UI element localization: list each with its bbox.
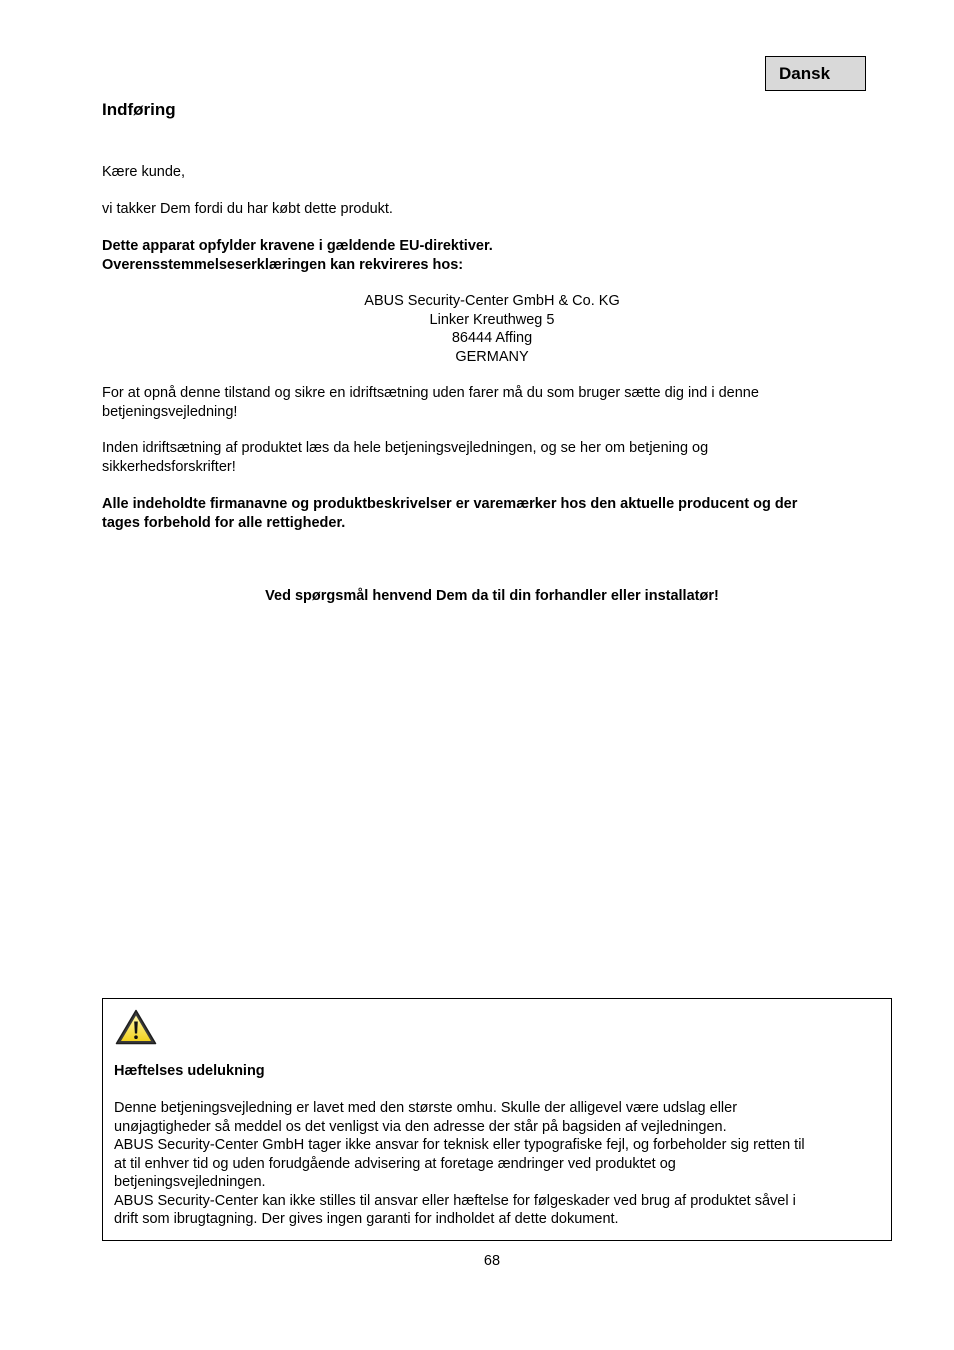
disclaimer-line: betjeningsvejledningen. bbox=[114, 1174, 266, 1190]
paragraph-line: tages forbehold for alle rettigheder. bbox=[102, 514, 346, 531]
disclaimer-line: ABUS Security-Center GmbH tager ikke ansvar for teknisk eller typografiske fejl, og forbeholder sig retten til bbox=[114, 1137, 805, 1153]
safety-paragraph bbox=[102, 439, 892, 476]
compliance-text bbox=[102, 237, 892, 274]
address-company: ABUS Security-Center GmbH & Co. KG bbox=[364, 293, 620, 309]
address-country: GERMANY bbox=[455, 348, 529, 365]
compliance-line: Dette apparat opfylder kravene i gældende EU-direktiver. bbox=[102, 238, 493, 254]
disclaimer-title: Hæftelses udelukning bbox=[114, 1063, 265, 1079]
address-city: 86444 Affing bbox=[451, 330, 533, 346]
disclaimer-line: unøjagtigheder så meddel os det venligst via den adresse der står på bagsiden af vejledningen. bbox=[114, 1118, 727, 1135]
salutation: Kære kunde, bbox=[102, 164, 186, 180]
paragraph-line: betjeningsvejledning! bbox=[102, 403, 238, 420]
thanks-text: vi takker Dem fordi du har købt dette produkt. bbox=[102, 201, 393, 217]
compliance-line: Overensstemmelseserklæringen kan rekvireres hos: bbox=[102, 256, 464, 273]
disclaimer-box bbox=[102, 998, 892, 1241]
disclaimer-line: drift som ibrugtagning. Der gives ingen garanti for indholdet af dette dokument. bbox=[114, 1211, 619, 1227]
section-title: Indføring bbox=[102, 100, 176, 119]
address-street: Linker Kreuthweg 5 bbox=[429, 311, 555, 328]
disclaimer-body bbox=[114, 1099, 884, 1229]
page-number: 68 bbox=[483, 1253, 501, 1269]
disclaimer-line: Denne betjeningsvejledning er lavet med den største omhu. Skulle der alligevel være udslag eller bbox=[114, 1100, 738, 1116]
paragraph-line: Alle indeholdte firmanavne og produktbeskrivelser er varemærker hos den aktuelle producent og der bbox=[102, 496, 798, 512]
language-badge: Dansk bbox=[765, 56, 866, 91]
disclaimer-line: at til enhver tid og uden forudgående advisering at foretage ændringer ved produktet og bbox=[114, 1155, 676, 1172]
contact-question: Ved spørgsmål henvend Dem da til din forhandler eller installatør! bbox=[265, 588, 719, 604]
warning-triangle-icon bbox=[115, 1009, 157, 1045]
paragraph-line: sikkerhedsforskrifter! bbox=[102, 458, 236, 475]
paragraph-line: For at opnå denne tilstand og sikre en idriftsætning uden farer må du som bruger sætte dig ind i denne bbox=[102, 385, 759, 401]
disclaimer-line: ABUS Security-Center kan ikke stilles til ansvar eller hæftelse for følgeskader ved brug af produktet såvel i bbox=[114, 1192, 796, 1209]
trademark-paragraph bbox=[102, 495, 892, 532]
usage-paragraph bbox=[102, 384, 892, 421]
manufacturer-address bbox=[102, 292, 882, 366]
paragraph-line: Inden idriftsætning af produktet læs da hele betjeningsvejledningen, og se her om betjening og bbox=[102, 440, 709, 456]
